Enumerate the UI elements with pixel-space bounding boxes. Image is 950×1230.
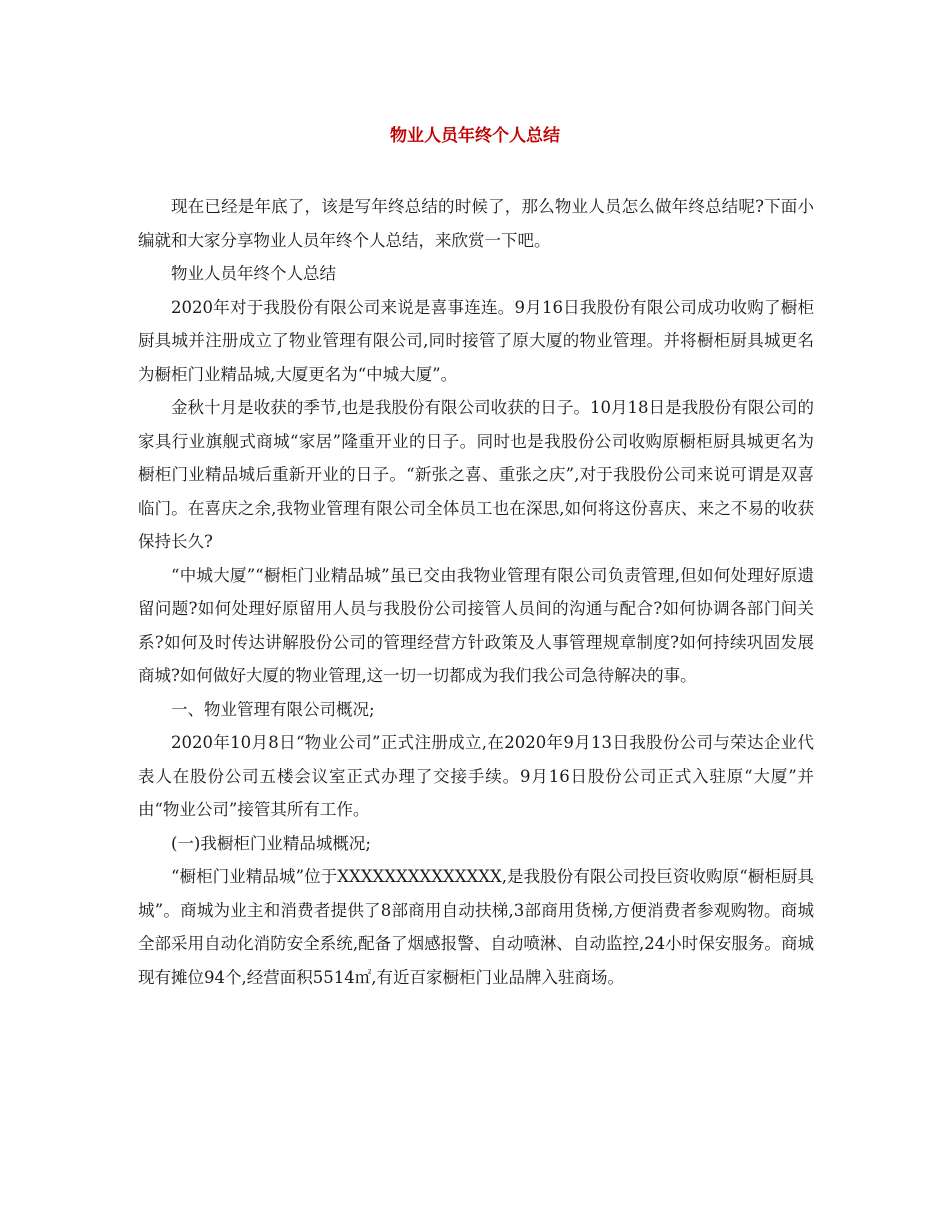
paragraph-company-registration: 2020年10月8日“物业公司”正式注册成立,在2020年9月13日我股份公司与荣达企业代表人在股份公司五楼会议室正式办理了交接手续。9月16日股份公司正式入驻原“大厦”并由“物业公司”接管其所有工作。: [138, 733, 814, 819]
paragraph-intro: 现在已经是年底了，该是写年终总结的时候了，那么物业人员怎么做年终总结呢?下面小编就和大家分享物业人员年终个人总结，来欣赏一下吧。: [138, 197, 814, 250]
document-body: [138, 190, 814, 994]
paragraph-2020-events: 2020年对于我股份有限公司来说是喜事连连。9月16日我股份有限公司成功收购了橱柜厨具城并注册成立了物业管理有限公司,同时接管了原大厦的物业管理。并将橱柜厨具城更名为橱柜门业精品城,大厦更名为“中城大厦”。: [138, 297, 814, 384]
paragraph-management-questions: “中城大厦”“橱柜门业精品城”虽已交由我物业管理有限公司负责管理,但如何处理好原遗留问题?如何处理好原留用人员与我股份公司接管人员间的沟通与配合?如何协调各部门间关系?如何及时传达讲解股份公司的管理经营方针政策及人事管理规章制度?如何持续巩固发展商城?如何做好大厦的物业管理,这一切一切都成为我们我公司急待解决的事。: [138, 565, 814, 685]
subsection-heading-mall-overview: (一)我橱柜门业精品城概况;: [171, 833, 371, 853]
paragraph-subtitle: 物业人员年终个人总结: [171, 264, 336, 283]
section-heading-overview: 一、物业管理有限公司概况;: [171, 699, 375, 719]
paragraph-october-opening: 金秋十月是收获的季节,也是我股份有限公司收获的日子。10月18日是我股份有限公司的家具行业旗舰式商城“家居”隆重开业的日子。同时也是我股份公司收购原橱柜厨具城更名为橱柜门业精品城后重新开业的日子。“新张之喜、重张之庆”,对于我股份公司来说可谓是双喜临门。在喜庆之余,我物业管理有限公司全体员工也在深思,如何将这份喜庆、来之不易的收获保持长久?: [138, 398, 814, 551]
document-title: 物业人员年终个人总结: [390, 126, 560, 146]
paragraph-mall-details: “橱柜门业精品城”位于XXXXXXXXXXXXXX,是我股份有限公司投巨资收购原“橱柜厨具城”。商城为业主和消费者提供了8部商用自动扶梯,3部商用货梯,方便消费者参观购物。商城全部采用自动化消防安全系统,配备了烟感报警、自动喷淋、自动监控,24小时保安服务。商城现有摊位94个,经营面积5514㎡,有近百家橱柜门业品牌入驻商场。: [138, 867, 814, 987]
